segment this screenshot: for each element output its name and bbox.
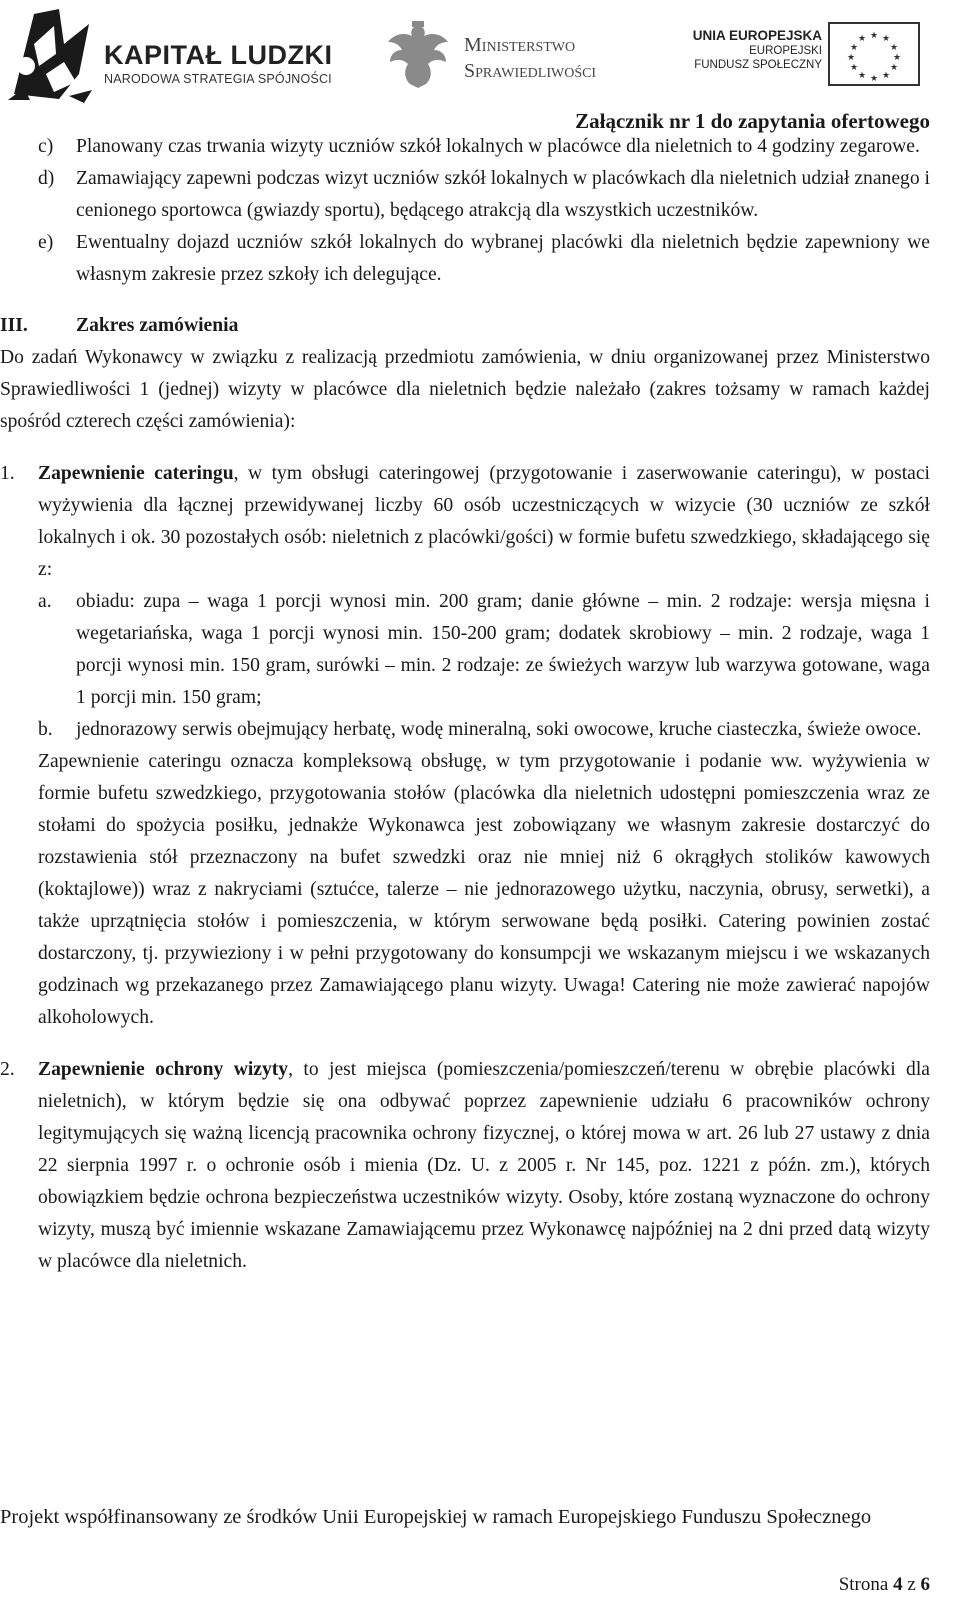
page-footer: Projekt współfinansowany ze środków Unii Europejskiej w ramach Europejskiego Funduszu Społecznego [0,1506,872,1528]
list-item [0,131,960,163]
ministry-name-line-1: Ministerstwo [464,34,576,56]
list-item-label: e) [38,232,54,253]
section-number: III. [0,315,28,336]
attachment-title: Załącznik nr 1 do zapytania ofertowego [575,109,930,133]
section-intro: Do zadań Wykonawcy w związku z realizacją przedmiotu zamówienia, w dniu organizowanej przez Ministerstwo Sprawiedliwości 1 (jednej) wizyty w placówce dla nieletnich będzie należało (zakres tożsamy w ramach każdej spośród czterech części zamówienia): [0,347,930,432]
eu-flag-icon [828,22,920,86]
svg-text:★: ★ [881,34,891,44]
eagle-emblem-icon [382,20,454,92]
svg-text:★: ★ [857,71,867,81]
point-title: Zapewnienie ochrony wizyty [38,1059,289,1080]
page-number [839,1574,930,1596]
svg-text:★: ★ [869,31,879,41]
point-number: 2. [0,1059,15,1080]
list-item-text: Zamawiający zapewni podczas wizyt uczniów szkół lokalnych w placówkach dla nieletnich udział znanego i cenionego sportowca (gwiazdy sportu), będącego atrakcją dla wszystkich uczestników. [76,168,930,221]
list-item-text: Planowany czas trwania wizyty uczniów szkół lokalnych w placówce dla nieletnich to 4 godziny zegarowe. [76,136,920,157]
document-body [0,131,960,1278]
kapital-ludzki-subtitle: NARODOWA STRATEGIA SPÓJNOŚCI [104,72,332,86]
sub-item-text: jednorazowy serwis obejmujący herbatę, wodę mineralną, soki owocowe, kruche ciasteczka, świeże owoce. [76,719,922,740]
sub-item [0,586,960,714]
list-item-label: d) [38,168,55,189]
page-number-prefix: Strona [838,1574,889,1595]
list-item [0,163,960,227]
ministry-name-line-2: Sprawiedliwości [464,60,597,82]
svg-text:★: ★ [892,53,902,63]
svg-text:★: ★ [849,43,859,53]
svg-text:★: ★ [889,63,899,73]
eu-logo-text [693,28,822,71]
sub-item-label: a. [38,591,52,612]
svg-text:★: ★ [869,74,879,84]
page-header [0,0,960,133]
point-title: Zapewnienie cateringu [38,463,234,484]
numbered-point [0,1054,960,1278]
sub-item-label: b. [38,719,53,740]
ministry-of-justice-logo [382,20,642,90]
eu-logo-line-2: EUROPEJSKI [749,45,822,57]
list-item-label: c) [38,136,54,157]
page-number-of: z [907,1574,916,1595]
point-text: , w tym obsługi cateringowej (przygotowanie i zaserwowanie cateringu), w postaci wyżywienia dla łącznej przewidywanej liczby 60 osób uczestniczących w wizycie (30 uczniów ze szkół lokalnych i ok. 30 pozostałych osób: nieletnich z placówki/gości) w formie bufetu szwedzkiego, składającego się z: [38,463,930,580]
point-number: 1. [0,463,15,484]
sub-item-text: obiadu: zupa – waga 1 porcji wynosi min. 200 gram; danie główne – min. 2 rodzaje: wersja mięsna i wegetariańska, waga 1 porcji wynosi min. 150-200 gram; dodatek skrobiowy – min. 2 rodzaje, waga 1 porcji wynosi min. 150 gram, surówki – min. 2 rodzaje: ze świeżych warzyw lub warzywa gotowane, waga 1 porcji min. 150 gram; [76,591,930,708]
section-title: Zakres zamówienia [76,315,239,336]
eu-logo-line-3: FUNDUSZ SPOŁECZNY [694,59,822,71]
page-number-current: 4 [893,1574,903,1595]
kapital-ludzki-title: KAPITAŁ LUDZKI [104,40,333,70]
point-text: , to jest miejsca (pomieszczenia/pomieszczeń/terenu w obrębie placówki dla nieletnich), w którym będzie się ona odbywać poprzez zapewnienie udziału 6 pracowników ochrony legitymujących się ważną licencją pracownika ochrony fizycznej, o której mowa w art. 26 lub 27 ustawy z dnia 22 sierpnia 1997 r. o ochronie osób i mienia (Dz. U. z 2005 r. Nr 145, poz. 1221 z późn. zm.), których obowiązkiem będzie ochrona bezpieczeństwa uczestników wizyty. Osoby, które zostaną wyznaczone do ochrony wizyty, muszą być imiennie wskazane Zamawiającemu przez Wykonawcę najpóźniej na 2 dni przed datą wizyty w placówce dla nieletnich. [38,1059,930,1272]
svg-text:★: ★ [889,43,899,53]
list-item [0,227,960,291]
svg-text:★: ★ [881,71,891,81]
kapital-ludzki-logo [4,4,344,104]
section-heading [0,310,960,342]
numbered-point [0,458,960,586]
page-number-total: 6 [920,1574,930,1595]
sub-item [0,714,960,746]
kapital-ludzki-emblem-icon [4,4,99,104]
catering-description: Zapewnienie cateringu oznacza kompleksową obsługę, w tym przygotowanie i podanie ww. wyżywienia w formie bufetu szwedzkiego, przygotowania stołów (placówka dla nieletnich udostępni pomieszczenia wraz ze stołami do spożycia posiłku, jednakże Wykonawca jest zobowiązany we własnym zakresie dostarczyć do rozstawienia stół przeznaczony na bufet szwedzki oraz nie mniej niż 6 okrągłych stolików kawowych (koktajlowe)) wraz z nakryciami (sztućce, talerze – nie jednorazowego użytku, naczynia, obrusy, serwetki), a także uprzątnięcia stołów i pomieszczenia, w którym serwowane będą posiłki. Catering powinien zostać dostarczony, tj. przywieziony i w pełni przygotowany do konsumpcji we wskazanym miejscu i we wskazanych godzinach wg przekazanego przez Zamawiającego planu wizyty. Uwaga! Catering nie może zawierać napojów alkoholowych. [38,751,930,1028]
svg-text:★: ★ [849,63,859,73]
eu-logo-line-1: UNIA EUROPEJSKA [692,28,822,43]
svg-text:★: ★ [857,34,867,44]
eu-logo [690,20,940,92]
svg-text:★: ★ [846,53,856,63]
list-item-text: Ewentualny dojazd uczniów szkół lokalnych do wybranej placówki dla nieletnich będzie zapewniony we własnym zakresie przez szkoły ich delegujące. [76,232,930,285]
